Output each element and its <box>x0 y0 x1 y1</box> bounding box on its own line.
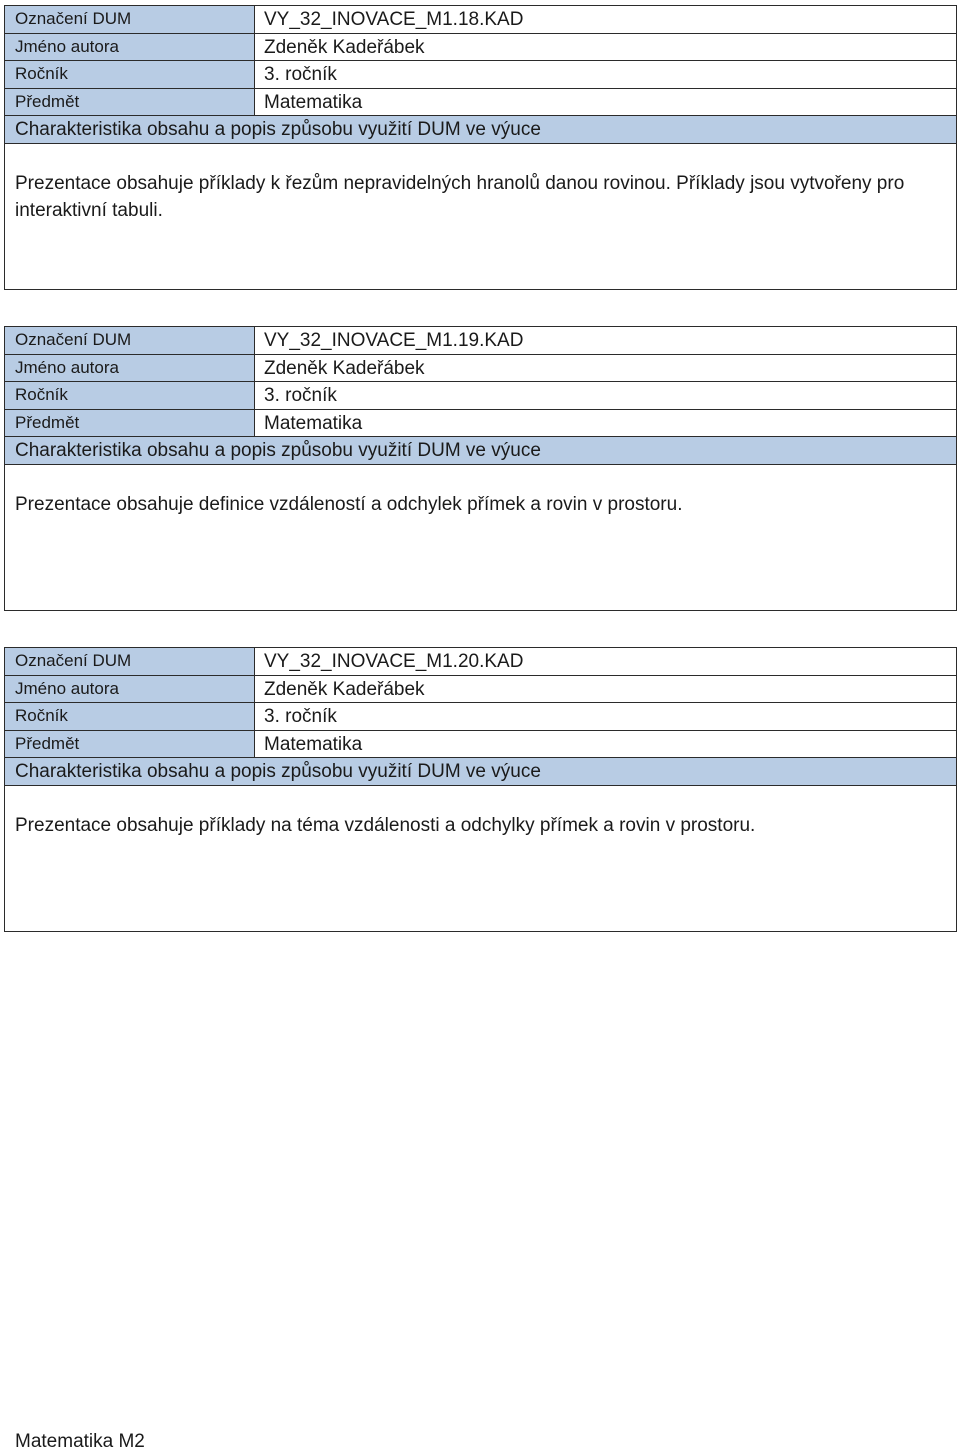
dum-id-value: VY_32_INOVACE_M1.19.KAD <box>264 330 524 351</box>
grade-value: 3. ročník <box>264 64 337 85</box>
subject-row <box>5 410 956 438</box>
dum-id-label: Označení DUM <box>5 327 255 354</box>
subject-value: Matematika <box>264 91 363 113</box>
dum-id-value: VY_32_INOVACE_M1.18.KAD <box>264 9 524 30</box>
page-footer: Matematika M2 <box>15 1431 145 1452</box>
description-text: Prezentace obsahuje definice vzdáleností a odchylek přímek a rovin v prostoru. <box>15 494 683 515</box>
dum-id-row <box>5 6 956 34</box>
author-label: Jméno autora <box>5 34 255 61</box>
subject-label: Předmět <box>5 731 255 758</box>
subject-row <box>5 89 956 117</box>
characteristics-label: Charakteristika obsahu a popis způsobu využití DUM ve výuce <box>5 116 956 144</box>
grade-label: Ročník <box>5 703 255 730</box>
dum-card <box>4 5 957 290</box>
author-row <box>5 355 956 383</box>
description-text: Prezentace obsahuje příklady k řezům nepravidelných hranolů danou rovinou. Příklady jsou vytvořeny pro interaktivní tabuli. <box>15 173 905 221</box>
author-value: Zdeněk Kadeřábek <box>264 36 425 58</box>
grade-label: Ročník <box>5 382 255 409</box>
subject-label: Předmět <box>5 89 255 116</box>
grade-row <box>5 61 956 89</box>
characteristics-label: Charakteristika obsahu a popis způsobu využití DUM ve výuce <box>5 437 956 465</box>
author-row <box>5 676 956 704</box>
dum-id-label: Označení DUM <box>5 6 255 33</box>
author-value: Zdeněk Kadeřábek <box>264 357 425 379</box>
dum-card <box>4 326 957 611</box>
description-text: Prezentace obsahuje příklady na téma vzdálenosti a odchylky přímek a rovin v prostoru. <box>15 815 756 836</box>
dum-id-label: Označení DUM <box>5 648 255 675</box>
grade-label: Ročník <box>5 61 255 88</box>
subject-label: Předmět <box>5 410 255 437</box>
grade-value: 3. ročník <box>264 385 337 406</box>
dum-card <box>4 647 957 932</box>
dum-id-row <box>5 327 956 355</box>
dum-id-row <box>5 648 956 676</box>
subject-value: Matematika <box>264 412 363 434</box>
dum-id-value: VY_32_INOVACE_M1.20.KAD <box>264 651 524 672</box>
characteristics-label: Charakteristika obsahu a popis způsobu využití DUM ve výuce <box>5 758 956 786</box>
author-row <box>5 34 956 62</box>
grade-row <box>5 703 956 731</box>
grade-row <box>5 382 956 410</box>
author-label: Jméno autora <box>5 355 255 382</box>
grade-value: 3. ročník <box>264 706 337 727</box>
subject-value: Matematika <box>264 733 363 755</box>
author-value: Zdeněk Kadeřábek <box>264 678 425 700</box>
author-label: Jméno autora <box>5 676 255 703</box>
subject-row <box>5 731 956 759</box>
